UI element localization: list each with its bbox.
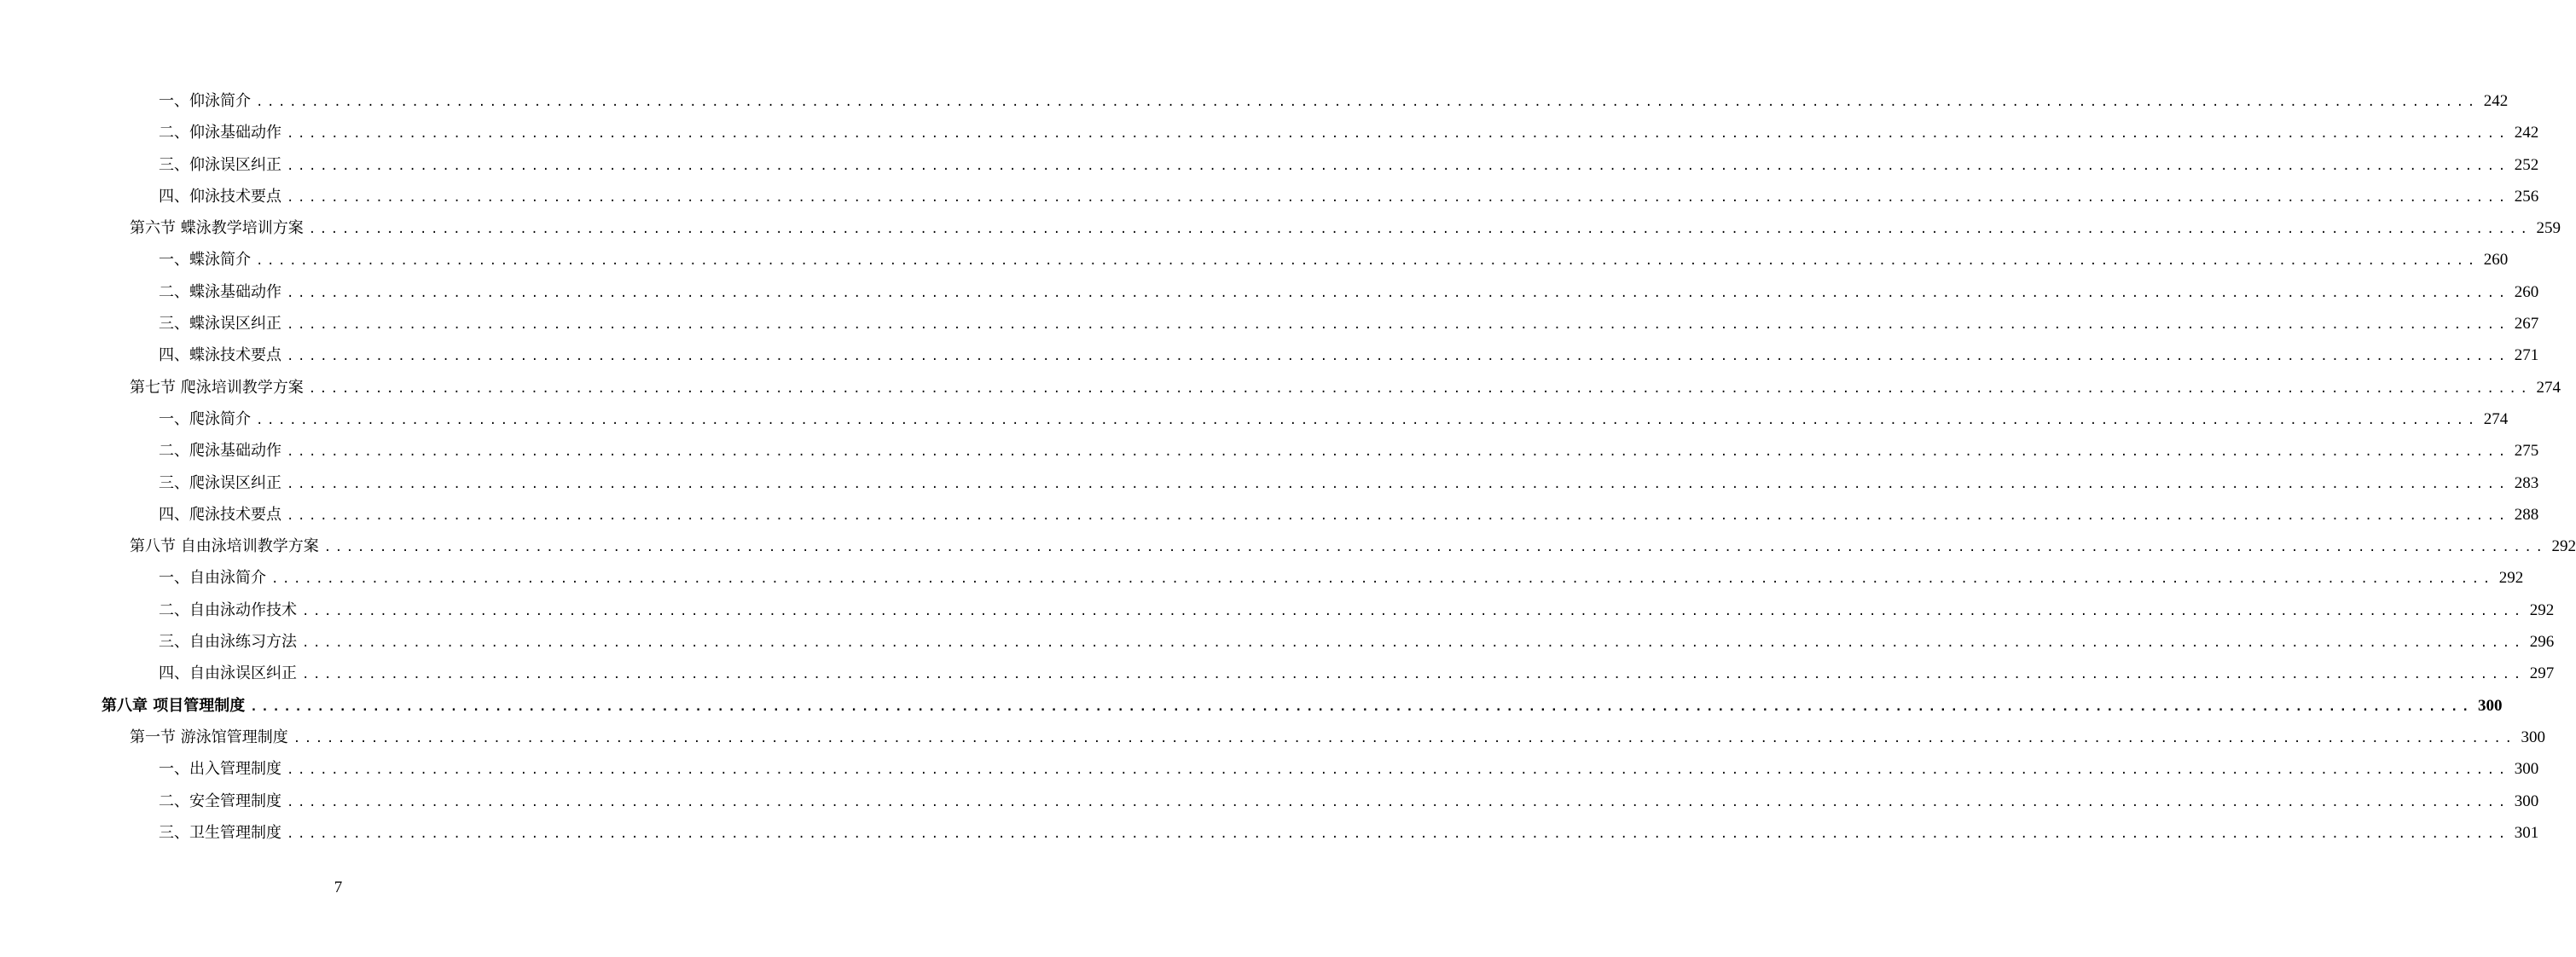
toc-entry-label: 第一节 游泳馆管理制度 — [130, 728, 288, 746]
dot-leader: ........................................................................................................................................................................................................ — [287, 445, 2509, 460]
toc-entry-page: 274 — [2536, 378, 2561, 397]
toc-entry-label: 二、蝶泳基础动作 — [159, 282, 281, 301]
dot-leader: ........................................................................................................................................................................................................ — [287, 190, 2509, 205]
dot-leader: ........................................................................................................................................................................................................ — [287, 286, 2509, 300]
toc-subsection-entry[interactable] — [0, 817, 2539, 849]
toc-section-entry[interactable] — [0, 722, 2545, 753]
page-number: 7 — [334, 879, 343, 896]
toc-section-entry[interactable] — [0, 372, 2561, 403]
toc-entry-page: 292 — [2529, 600, 2555, 619]
dot-leader: ........................................................................................................................................................................................................ — [302, 604, 2525, 618]
dot-leader: ........................................................................................................................................................................................................ — [287, 318, 2509, 333]
toc-subsection-entry[interactable] — [0, 626, 2555, 658]
toc-entry-label: 二、自由泳动作技术 — [159, 600, 297, 619]
toc-entry-page: 292 — [2551, 537, 2576, 556]
toc-subsection-entry[interactable] — [0, 117, 2539, 148]
toc-entry-page: 301 — [2514, 823, 2539, 842]
toc-subsection-entry[interactable] — [0, 786, 2539, 817]
toc-subsection-entry[interactable] — [0, 658, 2555, 689]
toc-entry-label: 二、安全管理制度 — [159, 792, 281, 810]
toc-entry-page: 300 — [2514, 760, 2539, 779]
dot-leader: ........................................................................................................................................................................................................ — [287, 826, 2509, 841]
dot-leader: ........................................................................................................................................................................................................ — [287, 350, 2509, 364]
toc-entry-page: 242 — [2483, 92, 2509, 110]
toc-entry-page: 283 — [2514, 473, 2539, 492]
toc-entry-page: 260 — [2514, 282, 2539, 301]
toc-entry-page: 292 — [2498, 569, 2524, 588]
toc-subsection-entry[interactable] — [0, 403, 2509, 435]
toc-entry-label: 第八节 自由泳培训教学方案 — [130, 537, 319, 556]
toc-entry-label: 四、仰泳技术要点 — [159, 187, 281, 206]
toc-entry-label: 三、自由泳练习方法 — [159, 633, 297, 652]
dot-leader: ........................................................................................................................................................................................................ — [323, 541, 2547, 555]
dot-leader: ........................................................................................................................................................................................................ — [302, 668, 2525, 682]
toc-entry-label: 四、自由泳误区纠正 — [159, 664, 297, 683]
toc-entry-label: 第八章 项目管理制度 — [102, 696, 246, 715]
dot-leader: ........................................................................................................................................................................................................ — [287, 508, 2509, 523]
dot-leader: ........................................................................................................................................................................................................ — [271, 572, 2494, 587]
toc-subsection-entry[interactable] — [0, 562, 2524, 594]
toc-entry-label: 二、仰泳基础动作 — [159, 124, 281, 142]
toc-entry-page: 256 — [2514, 187, 2539, 206]
dot-leader: ........................................................................................................................................................................................................ — [250, 699, 2474, 714]
toc-entry-label: 一、出入管理制度 — [159, 760, 281, 779]
toc-entry-label: 一、仰泳简介 — [159, 92, 251, 110]
toc-section-entry[interactable] — [0, 531, 2576, 562]
toc-entry-label: 三、爬泳误区纠正 — [159, 473, 281, 492]
toc-entry-label: 三、仰泳误区纠正 — [159, 155, 281, 174]
dot-leader: ........................................................................................................................................................................................................ — [308, 223, 2532, 237]
toc-entry-page: 271 — [2514, 346, 2539, 365]
toc-entry-page: 267 — [2514, 315, 2539, 334]
toc-entry-label: 四、蝶泳技术要点 — [159, 346, 281, 365]
dot-leader: ........................................................................................................................................................................................................ — [287, 477, 2509, 491]
toc-entry-page: 242 — [2514, 124, 2539, 142]
dot-leader: ........................................................................................................................................................................................................ — [256, 413, 2479, 427]
toc-chapter-entry[interactable] — [0, 690, 2503, 722]
dot-leader: ........................................................................................................................................................................................................ — [287, 127, 2509, 142]
toc-subsection-entry[interactable] — [0, 499, 2539, 531]
toc-entry-label: 第六节 蝶泳教学培训方案 — [130, 219, 304, 238]
toc-subsection-entry[interactable] — [0, 594, 2555, 626]
table-of-contents — [0, 85, 2576, 849]
toc-entry-label: 一、自由泳简介 — [159, 569, 266, 588]
dot-leader: ........................................................................................................................................................................................................ — [256, 96, 2479, 109]
toc-subsection-entry[interactable] — [0, 467, 2539, 499]
toc-entry-label: 四、爬泳技术要点 — [159, 505, 281, 524]
toc-subsection-entry[interactable] — [0, 85, 2509, 117]
toc-subsection-entry[interactable] — [0, 181, 2539, 212]
toc-subsection-entry[interactable] — [0, 435, 2539, 467]
toc-entry-page: 296 — [2529, 633, 2555, 652]
dot-leader: ........................................................................................................................................................................................................ — [308, 381, 2532, 396]
toc-entry-label: 三、卫生管理制度 — [159, 823, 281, 842]
dot-leader: ........................................................................................................................................................................................................ — [302, 636, 2525, 651]
toc-entry-page: 297 — [2529, 664, 2555, 683]
toc-entry-label: 二、爬泳基础动作 — [159, 442, 281, 461]
toc-entry-page: 300 — [2514, 792, 2539, 810]
toc-entry-page: 288 — [2514, 505, 2539, 524]
toc-entry-page: 260 — [2483, 251, 2509, 270]
toc-subsection-entry[interactable] — [0, 276, 2539, 308]
toc-subsection-entry[interactable] — [0, 753, 2539, 785]
toc-entry-label: 一、蝶泳简介 — [159, 251, 251, 270]
dot-leader: ........................................................................................................................................................................................................ — [256, 254, 2479, 269]
toc-entry-page: 300 — [2478, 696, 2503, 715]
toc-subsection-entry[interactable] — [0, 339, 2539, 371]
toc-entry-page: 274 — [2483, 409, 2509, 428]
toc-entry-label: 第七节 爬泳培训教学方案 — [130, 378, 304, 397]
toc-section-entry[interactable] — [0, 212, 2561, 244]
dot-leader: ........................................................................................................................................................................................................ — [287, 763, 2509, 778]
toc-subsection-entry[interactable] — [0, 244, 2509, 276]
toc-entry-page: 259 — [2536, 219, 2561, 238]
toc-entry-label: 一、爬泳简介 — [159, 409, 251, 428]
toc-subsection-entry[interactable] — [0, 308, 2539, 339]
dot-leader: ........................................................................................................................................................................................................ — [287, 159, 2509, 173]
toc-entry-page: 275 — [2514, 442, 2539, 461]
toc-entry-page: 300 — [2521, 728, 2545, 746]
toc-entry-page: 252 — [2514, 155, 2539, 174]
dot-leader: ........................................................................................................................................................................................................ — [287, 795, 2509, 809]
toc-subsection-entry[interactable] — [0, 149, 2539, 181]
dot-leader: ........................................................................................................................................................................................................ — [293, 731, 2516, 745]
toc-entry-label: 三、蝶泳误区纠正 — [159, 315, 281, 334]
